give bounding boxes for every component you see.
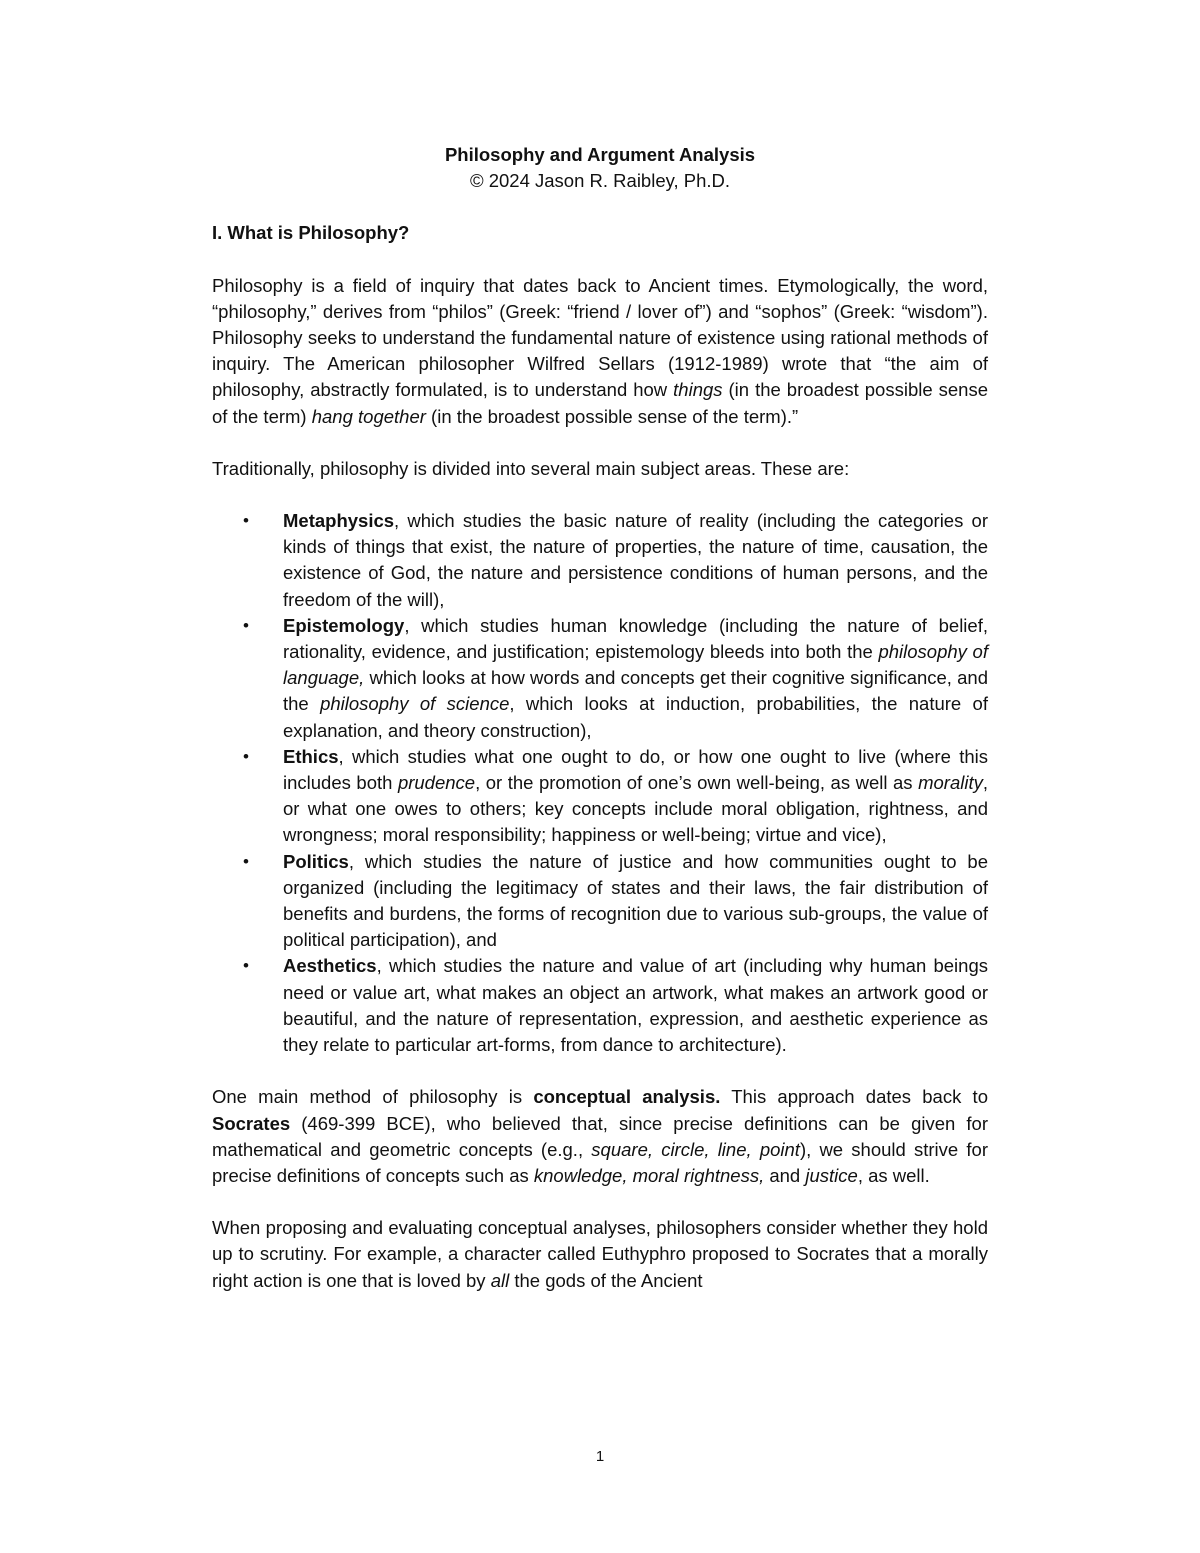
paragraph-euthyphro: When proposing and evaluating conceptual analyses, philosophers consider whether they hold up to scrutiny. For example, a character called Euthyphro proposed to Socrates that a morally right action is one that is loved by all the gods of the Ancient [212, 1217, 988, 1291]
list-item-metaphysics: • Metaphysics, which studies the basic nature of reality (including the categories or kinds of things that exist, the nature of properties, the nature of time, causation, the existence of God, the nature and persistence conditions of human persons, and the freedom of the will), [243, 510, 988, 610]
document-copyright: © 2024 Jason R. Raibley, Ph.D. [469, 170, 731, 192]
subject-areas-list [212, 508, 988, 1058]
page-number: 1 [595, 1448, 605, 1465]
bullet-icon: • [243, 615, 249, 635]
list-item-aesthetics: • Aesthetics, which studies the nature and value of art (including why human beings need or value art, what makes an object an artwork, what makes an artwork good or beautiful, and the nature of representation, expression, and aesthetic experience as they relate to particular art-forms, from dance to architecture). [243, 955, 988, 1056]
paragraph-conceptual-analysis: One main method of philosophy is conceptual analysis. This approach dates back to Socrates (469-399 BCE), who believed that, since precise definitions can be given for mathematical and geometric concepts (e.g., square, circle, line, point), we should strive for precise definitions of concepts such as knowledge, moral rightness, and justice, as well. [212, 1086, 988, 1186]
paragraph-intro: Philosophy is a field of inquiry that dates back to Ancient times. Etymologically, the word, “philosophy,” derives from “philos” (Greek: “friend / lover of”) and “sophos” (Greek: “wisdom”). Philosophy seeks to understand the fundamental nature of existence using rational methods of inquiry. The American philosopher Wilfred Sellars (1912-1989) wrote that “the aim of philosophy, abstractly formulated, is to understand how things (in the broadest possible sense of the term) hang together (in the broadest possible sense of the term).” [212, 274, 988, 427]
bullet-icon: • [243, 956, 249, 976]
bullet-icon: • [243, 746, 249, 766]
list-item-ethics: • Ethics, which studies what one ought to do, or how one ought to live (where this includes both prudence, or the promotion of one’s own well-being, as well as morality, or what one owes to others; key concepts include moral obligation, rightness, and wrongness; moral responsibility; happiness or well-being; virtue and vice), [243, 745, 988, 846]
bullet-icon: • [243, 511, 249, 531]
section-heading: I. What is Philosophy? [212, 222, 410, 244]
paragraph-subject-areas: Traditionally, philosophy is divided into several main subject areas. These are: [212, 457, 850, 479]
document-body [212, 142, 988, 1294]
document-title: Philosophy and Argument Analysis [444, 144, 756, 165]
list-item-politics: • Politics, which studies the nature of justice and how communities ought to be organized (including the legitimacy of states and their laws, the fair distribution of benefits and burdens, the forms of recognition due to various sub-groups, the value of political participation), and [243, 850, 988, 951]
bullet-icon: • [243, 851, 249, 871]
list-item-epistemology: • Epistemology, which studies human knowledge (including the nature of belief, rationality, evidence, and justification; epistemology bleeds into both the philosophy of language, which looks at how words and concepts get their cognitive significance, and the philosophy of science, which looks at induction, probabilities, the nature of explanation, and theory construction), [243, 614, 988, 741]
